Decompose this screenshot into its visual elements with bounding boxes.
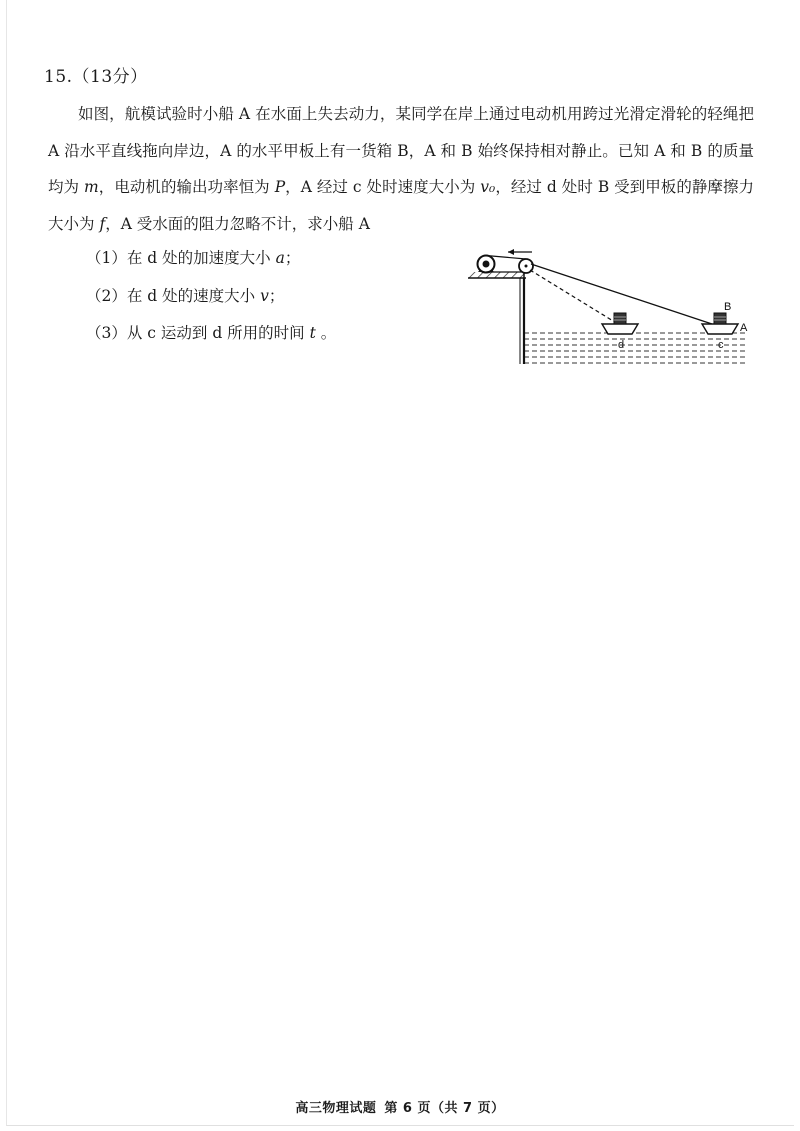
water-surface [524, 333, 748, 363]
subquestion-text: （1）在 d 处的加速度大小 [86, 249, 276, 267]
physics-diagram [460, 244, 760, 369]
var-v0: v₀ [480, 178, 496, 196]
stem-text-4: ，经过 d 处时 B 受到甲板的静摩擦力大小为 [48, 178, 754, 233]
subquestion-text: （3）从 c 运动到 d 所用的时间 [86, 324, 310, 342]
label-boat-a: A [740, 322, 748, 334]
question-number: 15.（13分） [44, 67, 148, 87]
stem-text-1: 如图，航模试验时小船 A 在水面上失去动力，某同学在岸上通过电动机用跨过光滑定滑轮的轻绳把 A 沿水平直线拖向岸边，A 的水平甲板上有一货箱 B，A 和 B 始终保持相对静止。已知 A 和 B 的质量均为 [48, 105, 754, 196]
page-footer [0, 1097, 800, 1116]
var-m: m [84, 178, 99, 196]
var-t: t [309, 324, 316, 342]
shore-ground [468, 272, 526, 278]
boat-at-d [602, 313, 638, 334]
label-position-c: c [718, 339, 724, 351]
boat-at-c [702, 313, 738, 334]
subquestion-text: （2）在 d 处的速度大小 [86, 287, 261, 305]
subquestion-1 [86, 246, 300, 270]
motor-icon [478, 256, 495, 273]
footer-page-number: 第 6 页（共 7 页） [384, 1101, 505, 1116]
stem-text-5: ，A 受水面的阻力忽略不计，求小船 A [105, 214, 370, 233]
arrow-left-icon [508, 249, 532, 255]
label-position-d: d [618, 339, 625, 351]
label-box-b: B [724, 301, 732, 313]
question-stem [48, 96, 754, 242]
stem-text-3: ，A 经过 c 处时速度大小为 [285, 178, 481, 196]
subquestion-3 [86, 321, 336, 345]
var-a: a [275, 249, 285, 267]
footer-title: 高三物理试题 [295, 1101, 377, 1116]
var-P: P [274, 178, 286, 196]
subquestion-2 [86, 284, 284, 308]
var-v: v [260, 287, 269, 305]
subquestion-end: ； [284, 249, 301, 267]
subquestion-end: 。 [315, 324, 337, 342]
stem-text-2: ，电动机的输出功率恒为 [98, 178, 275, 196]
subquestion-end: ； [268, 287, 285, 305]
var-f: f [99, 214, 106, 233]
